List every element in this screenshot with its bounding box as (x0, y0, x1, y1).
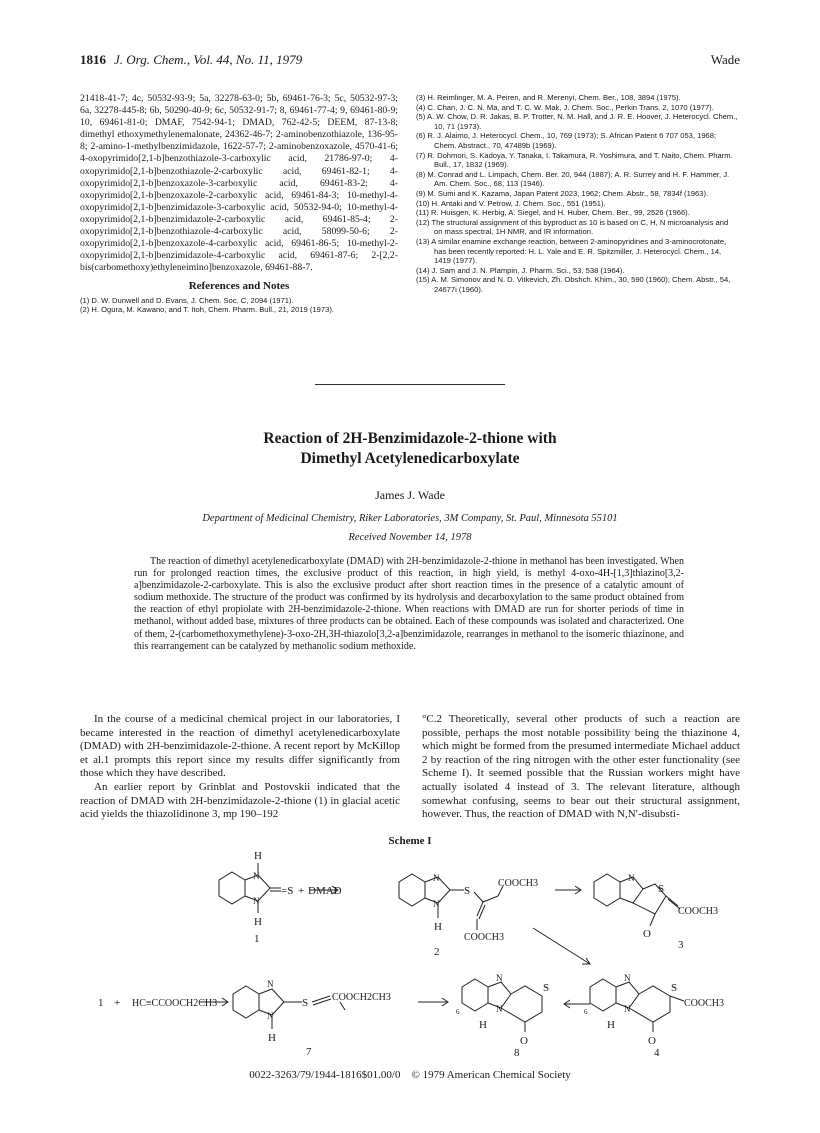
running-header (80, 52, 740, 72)
atom-h: H (479, 1019, 487, 1031)
atom-s: S (543, 982, 550, 994)
atom-n: N (267, 1011, 274, 1021)
atom-n: N (496, 1004, 503, 1014)
article-author: James J. Wade (375, 488, 445, 502)
journal-citation: J. Org. Chem., Vol. 44, No. 11, 1979 (114, 52, 303, 67)
position-6: 6 (456, 1008, 460, 1016)
compound-label-1: 1 (254, 933, 260, 945)
body-right-column: °C.2 Theoretically, several other products of such a reaction are possible, perhaps the most notable possibility being the thiazinone 4, which might be formed from the presumed intermediate Michael adduct 2 by reaction of the ring nitrogen with the other ester functionality (see Scheme I). It seemed possible that the Russian workers might have actually isolated 4 instead of 3. The relevant literature, although somewhat confusing, seems to bear out their structural assignment, however. Thus, the reaction of DMAD with N,N′-disubsti- (422, 713, 740, 821)
atom-n: N (624, 1004, 631, 1014)
body-left-column (80, 713, 400, 822)
atom-n: N (253, 896, 260, 906)
atom-s: S (658, 883, 665, 895)
reference-item: (12) The structural assignment of this byproduct as 10 is based on C, H, N microanalysis and on mass spectral, 1H NMR, and IR information. (416, 217, 729, 237)
author-affiliation: Department of Medicinal Chemistry, Riker Laboratories, 3M Company, St. Paul, Minnesota 55101 (202, 513, 618, 524)
atom-h: H (254, 850, 262, 862)
reference-item: (10) H. Antaki and V. Petrow, J. Chem. Soc., 551 (1951). (416, 198, 606, 208)
atom-h: H (607, 1019, 615, 1031)
reference-item: (14) J. Sam and J. N. Plampin, J. Pharm. Sci., 53, 538 (1964). (416, 265, 625, 275)
title-line-1: Reaction of 2H-Benzimidazole-2-thione with (263, 430, 557, 447)
atom-o: O (520, 1035, 528, 1047)
atom-h: H (268, 1032, 276, 1044)
received-date: Received November 14, 1978 (348, 532, 472, 543)
references-right (416, 93, 738, 294)
reference-item: (7) R. Dohmori, S. Kadoya, Y. Tanaka, I. Takamura, R. Yoshimura, and T. Naito, Chem. Pharm. Bull., 17, 1832 (1969). (416, 150, 733, 170)
atom-s: S (671, 982, 678, 994)
ester-group: COOCH3 (464, 932, 505, 943)
body-paragraph: In the course of a medicinal chemical project in our laboratories, I became interested in the reaction of dimethyl acetylenedicarboxylate (DMAD) with 2H-benzimidazole-2-thione. A recent report by McKillop et al.1 prompts this report since my results differ significantly from those which they have described. (80, 713, 400, 780)
reference-item: (8) M. Conrad and L. Limpach, Chem. Ber. 20, 944 (1887); A. R. Surrey and H. F. Hammer, J. Am. Chem. Soc., 68, 113 (1946). (416, 169, 730, 189)
compound-label-3: 3 (678, 939, 684, 951)
reference-item: (1) D. W. Dunwell and D. Evans, J. Chem. Soc. C, 2094 (1971). (80, 295, 294, 305)
ester-group: COOCH3 (498, 878, 539, 889)
reference-item: (3) H. Reimlinger, M. A. Peiren, and R. Merenyi, Chem. Ber., 108, 3894 (1975). (416, 93, 681, 102)
running-author: Wade (710, 52, 740, 67)
issn-code: 0022-3263/79/1944-1816$01.00/0 (249, 1069, 401, 1081)
reagent-ethyl-propiolate: HC≡CCOOCH2CH3 (132, 998, 218, 1009)
compound-label-4: 4 (654, 1047, 660, 1059)
atom-s: S (464, 885, 471, 897)
atom-n: N (496, 973, 503, 983)
atom-n: N (628, 873, 635, 883)
ester-group: COOCH3 (684, 998, 725, 1009)
body-paragraph: An earlier report by Grinblat and Postovskii indicated that the reaction of DMAD with 2H-benzimidazole-2-thione (1) in glacial acetic acid yields the thiazolidinone 3, mp 190–192 (80, 780, 400, 821)
atom-o: O (648, 1035, 656, 1047)
atom-n: N (433, 873, 440, 883)
atom-o: O (643, 928, 651, 940)
atom-n: N (624, 973, 631, 983)
abstract: The reaction of dimethyl acetylenedicarboxylate (DMAD) with 2H-benzimidazole-2-thione in methanol has been investigated. When run for prolonged reaction times, the exclusive product of this reaction, in high yield, is methyl 4-oxo-4H-[1,3]thiazino[3,2-a]benzimidazole-2-carboxylate. This is also the exclusive product after short reaction times in the presence of a catalytic amount of sodium methoxide. The structure of the product was confirmed by its hydrolysis and decarboxylation to the same product obtained from the reaction of ethyl propiolate with 2H-benzimidazole-2-thione. When reactions with DMAD are run for shorter periods of time in methanol, without added base, mixtures of three products can be obtained. Each of these compounds was isolated and characterized. One of them, 2-(carbomethoxymethylene)-3-oxo-2H,3H-thiazolo[3,2-a]benzimidazole, rearranges in methanol to the isomeric thiazinone, and this rearrangement can be catalyzed by methanolic sodium methoxide. (134, 556, 684, 652)
atom-n: N (267, 979, 274, 989)
references-left (80, 296, 398, 315)
reference-item: (13) A similar enamine exchange reaction, between 2-aminopyridines and 3-aminocrotonate, has been recently reported: H. L. Yale and E. R. Spitzmiller, J. Heterocycl. Chem., 14, 1419 (1977). (416, 236, 727, 266)
reference-item: (6) R. J. Alaimo, J. Heterocycl. Chem., 10, 769 (1973); S. African Patent 6 707 053, 1968; Chem. Abstract., 70, 47489b (1969). (416, 131, 717, 150)
compound-label-7: 7 (306, 1046, 312, 1058)
ester-group: COOCH2CH3 (332, 992, 391, 1003)
ester-group: COOCH3 (678, 906, 719, 917)
thione-label: =S (281, 885, 294, 897)
reference-item: (11) R. Huisgen, K. Herbig, A. Siegel, and H. Huber, Chem. Ber., 99, 2526 (1966). (416, 208, 690, 218)
page-footer (80, 1069, 740, 1081)
section-divider (315, 384, 505, 385)
plus-sign: + (298, 885, 305, 897)
copyright: © 1979 American Chemical Society (411, 1069, 571, 1081)
compound-label-2: 2 (434, 946, 440, 958)
atom-h: H (254, 916, 262, 928)
left-column (80, 93, 398, 315)
registry-numbers: 21418-41-7; 4c, 50532-93-9; 5a, 32278-63-0; 5b, 69461-76-3; 5c, 50532-97-3; 6a, 32278-445-8; 6b, 50290-40-9; 6c, 50532-91-7; 8, 69461-77-4; 9, 69461-80-9; 10, 69461-81-0; DMAF, 7542-94-1; DMAD, 762-42-5; DEEM, 87-13-8; dimethyl ethoxymethylenemalonate, 24362-46-7; 2-aminobenzothiazole, 136-95-8; 2-amino-1-methylbenzimidazole, 1622-57-7; 2-aminobenzoxazole, 4570-41-6; 4-oxopyrimido[2,1-b]benzothiazole-3-carboxylic acid, 21786-97-0; 4-oxopyrimido[2,1-b]benzothiazole-2-carboxylic acid, 69461-82-1; 4-oxopyrimido[2,1-b]benzoxazole-3-carboxylic acid, 69461-83-2; 4-oxopyrimido[2,1-b]benzoxazole-2-carboxylic acid, 69461-84-3; 10-methyl-4-oxopyrimido[2,1-b]benzimidazole-3-carboxylic acid, 50532-94-0; 10-methyl-4-oxopyrimido[2,1-b]benzimidazole-2-carboxylic acid, 69461-85-4; 2-oxopyrimido[2,1-b]benzothiazole-4-carboxylic acid, 58099-50-6; 2-oxopyrimido[2,1-b]benzoxazole-4-carboxylic acid, 69461-86-5; 10-methyl-2-oxopyrimido[2,1-b]benzimidazole-4-carboxylic acid, 69461-87-6; 2-[2,2-bis(carbomethoxy)ethyleneimino]benzoxazole, 69461-88-7. (80, 93, 398, 274)
reference-item: (9) M. Sumi and K. Kazama, Japan Patent 2023, 1962; Chem. Abstr., 58, 7834f (1963). (416, 188, 709, 198)
title-line-2: Dimethyl Acetylenedicarboxylate (300, 450, 520, 467)
reference-item: (15) A. M. Simonov and N. D. Vitkevich, Zh. Obshch. Khim., 30, 590 (1960); Chem. Abstr., 54, 24677i (1960). (416, 275, 731, 294)
references-heading: References and Notes (188, 280, 290, 293)
scheme-1 (80, 834, 740, 1059)
reference-item: (2) H. Ogura, M. Kawano, and T. Itoh, Chem. Pharm. Bull., 21, 2019 (1973). (80, 305, 334, 315)
reagent-dmad: DMAD (308, 885, 342, 897)
position-6: 6 (584, 1008, 588, 1016)
reference-item: (4) C. Chan, J. C. N. Ma, and T. C. W. Mak, J. Chem. Soc., Perkin Trans. 2, 1070 (1977). (416, 102, 714, 112)
page-number: 1816 (80, 52, 106, 67)
scheme-title: Scheme I (388, 835, 432, 847)
plus-sign: + (114, 997, 121, 1009)
atom-n: N (433, 899, 440, 909)
compound-label-8: 8 (514, 1047, 520, 1059)
atom-h: H (434, 921, 442, 933)
reference-item: (5) A. W. Chow, D. R. Jakas, B. P. Trotter, N. M. Hall, and J. R. E. Hoover, J. Heterocycl. Chem., 10, 71 (1973). (416, 112, 738, 131)
atom-s: S (302, 997, 309, 1009)
reagent-number: 1 (98, 997, 104, 1009)
article-title (80, 429, 740, 469)
atom-n: N (253, 871, 260, 881)
